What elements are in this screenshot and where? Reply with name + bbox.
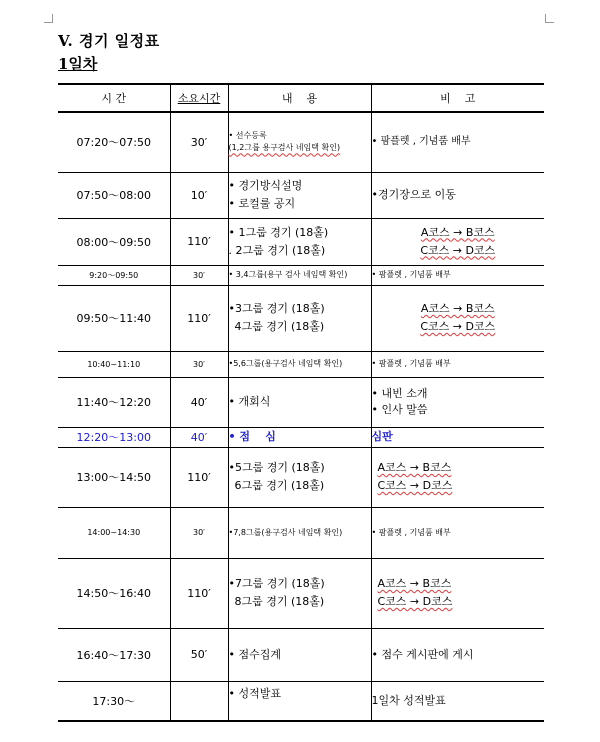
schedule-table — [58, 83, 544, 722]
page-title: V. 경기 일정표 — [58, 32, 160, 50]
row-content: •7그룹 경기 (18홀) 8그룹 경기 (18홀) — [228, 558, 371, 628]
row-duration: 30′ — [170, 351, 228, 377]
row-note: A코스 → B코스 C코스 → D코스 — [371, 285, 544, 351]
row-time: 14:00~14:30 — [58, 507, 170, 558]
row-time: 07:50～08:00 — [58, 172, 170, 218]
table-row — [58, 377, 544, 427]
table-row — [58, 265, 544, 285]
table-row — [58, 507, 544, 558]
row-content: •3그룹 경기 (18홀) 4그룹 경기 (18홀) — [228, 285, 371, 351]
table-row — [58, 218, 544, 265]
table-row — [58, 351, 544, 377]
row-note: •경기장으로 이동 — [371, 172, 544, 218]
row-content: • 선수등록 (1,2그룹 용구검사 네임택 확인) — [228, 112, 371, 172]
header-duration: 소요시간 — [170, 84, 228, 112]
table-row — [58, 558, 544, 628]
row-note: A코스 → B코스 C코스 → D코스 — [371, 218, 544, 265]
row-time: 17:30～ — [58, 681, 170, 721]
row-duration: 50′ — [170, 628, 228, 681]
table-row — [58, 427, 544, 447]
table-row — [58, 112, 544, 172]
row-duration: 110′ — [170, 285, 228, 351]
row-note: • 점수 게시판에 게시 — [371, 628, 544, 681]
row-duration: 40′ — [170, 377, 228, 427]
row-time: 11:40～12:20 — [58, 377, 170, 427]
row-time: 14:50～16:40 — [58, 558, 170, 628]
row-time: 08:00～09:50 — [58, 218, 170, 265]
row-note: • 팜플렛 , 기념품 배부 — [371, 265, 544, 285]
row-duration — [170, 681, 228, 721]
row-note: 1일차 성적발표 — [371, 681, 544, 721]
row-note: 심판 — [371, 427, 544, 447]
row-content: • 점 심 — [228, 427, 371, 447]
page-corner-mark-left — [44, 14, 53, 23]
row-content: • 점수집계 — [228, 628, 371, 681]
row-time: 13:00～14:50 — [58, 447, 170, 507]
table-row — [58, 447, 544, 507]
row-content: • 성적발표 — [228, 681, 371, 721]
table-row — [58, 172, 544, 218]
day-label: 1일차 — [58, 55, 98, 73]
row-content: •5,6그룹(용구검사 네임택 확인) — [228, 351, 371, 377]
row-note: • 팜플렛 , 기념품 배부 — [371, 112, 544, 172]
row-time: 10:40~11:10 — [58, 351, 170, 377]
row-time: 09:50～11:40 — [58, 285, 170, 351]
row-note: • 팜플렛 , 기념품 배부 — [371, 351, 544, 377]
row-note: • 내빈 소개 • 인사 말씀 — [371, 377, 544, 427]
header-content: 내 용 — [228, 84, 371, 112]
row-time: 07:20～07:50 — [58, 112, 170, 172]
row-content: •5그룹 경기 (18홀) 6그룹 경기 (18홀) — [228, 447, 371, 507]
row-note: A코스 → B코스 C코스 → D코스 — [371, 447, 544, 507]
header-row — [58, 84, 544, 112]
header-time: 시 간 — [58, 84, 170, 112]
row-duration: 30′ — [170, 265, 228, 285]
table-row — [58, 628, 544, 681]
row-content: • 경기방식설명 • 로컬룰 공지 — [228, 172, 371, 218]
row-duration: 30′ — [170, 507, 228, 558]
row-note: A코스 → B코스 C코스 → D코스 — [371, 558, 544, 628]
row-duration: 110′ — [170, 558, 228, 628]
page-corner-mark-right — [545, 14, 554, 23]
row-duration: 110′ — [170, 447, 228, 507]
row-duration: 30′ — [170, 112, 228, 172]
row-duration: 10′ — [170, 172, 228, 218]
row-duration: 110′ — [170, 218, 228, 265]
row-duration: 40′ — [170, 427, 228, 447]
row-content: • 개회식 — [228, 377, 371, 427]
row-time: 9:20～09:50 — [58, 265, 170, 285]
row-time: 12:20～13:00 — [58, 427, 170, 447]
row-content: • 3,4그룹(용구 검사 네임택 확인) — [228, 265, 371, 285]
table-row — [58, 285, 544, 351]
header-note: 비 고 — [371, 84, 544, 112]
table-row — [58, 681, 544, 721]
row-content: • 1그룹 경기 (18홀) . 2그룹 경기 (18홀) — [228, 218, 371, 265]
row-note: • 팜플렛 , 기념품 배부 — [371, 507, 544, 558]
row-time: 16:40～17:30 — [58, 628, 170, 681]
row-content: •7,8그룹(용구검사 네임택 확인) — [228, 507, 371, 558]
